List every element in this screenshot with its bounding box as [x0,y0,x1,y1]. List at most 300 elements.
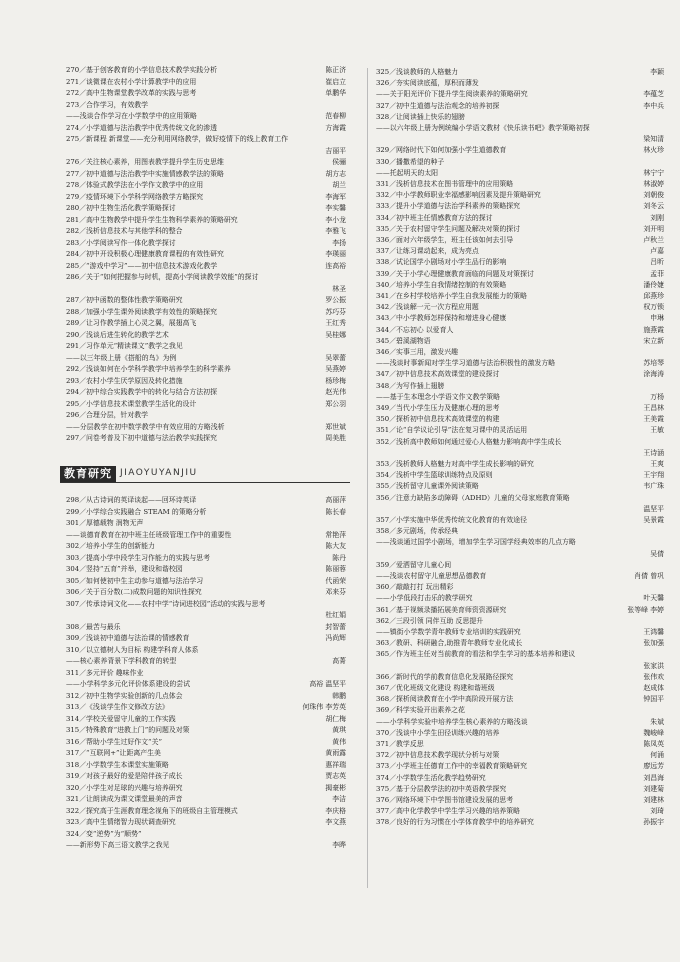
toc-entry-author: 朱斌 [650,717,664,726]
toc-entry-title: ——小学低段打击乐的教学研究 [376,594,473,603]
toc-entry-title: 359／爱洒留守儿童心间 [376,560,452,569]
toc-entry-author: 罗公振 [325,296,346,304]
toc-entry-title: 349／当代小学生压力及健康心理的思考 [376,404,500,412]
toc-entry [372,606,668,614]
toc-entry [62,772,358,780]
toc-entry [62,669,358,677]
toc-entry-title: 374／小学数学生活化教学趋势研究 [376,773,486,782]
toc-entry-title: 307／传承诗词文化——农村中学“诗词进校园”活动的实践与思考 [66,599,266,608]
section-header-pinyin: JIAOYUYANJIU [120,468,198,478]
toc-entry [62,542,358,550]
toc-entry-author: 胡仁梅 [325,714,346,723]
toc-entry-title: 280／初中生物生活化教学策略探讨 [66,204,176,212]
toc-entry-author: 吴倩 [650,549,664,558]
toc-entry-title: ——镇街小学数学青年教师专业培训的实践研究 [376,628,521,636]
toc-entry-author: 张伟欢 [643,672,664,681]
toc-entry-title: 295／小学信息技术课堂教学生活化的设计 [66,399,197,408]
toc-entry-title: ——核心素养背景下学科教育的转型 [66,657,177,665]
toc-entry [372,762,668,770]
toc-entry-title: 299／小学综合实践融合 STEAM 的策略分析 [66,507,207,516]
toc-entry [372,68,668,76]
toc-entry [372,617,668,625]
toc-entry-author: 陈大友 [325,542,346,550]
toc-entry-title: 325／浅谈教师的人格魅力 [376,68,459,76]
toc-entry-author: 魏峻峰 [643,728,664,737]
toc-entry-title: 292／浅谈如何在小学科学教学中培养学生的科学素养 [66,365,231,373]
toc-entry [62,703,358,711]
toc-entry-author: 王美霞 [643,415,664,424]
toc-entry-title: 366／新时代的学前教育信息化发展路径探究 [376,672,514,681]
toc-entry-title: 303／提高小学中段学生习作能力的实践与思考 [66,553,211,562]
toc-entry-author: 刘朝俊 [643,191,664,200]
toc-entry [372,146,668,154]
toc-entry-title: 327／初中生道德与法治观念的培养初探 [376,101,500,110]
toc-entry [372,527,668,535]
toc-entry [372,404,668,412]
toc-entry [372,337,668,345]
toc-entry-title: 302／培养小学生的创新能力 [66,542,155,550]
toc-entry-author: 李晔 [332,841,346,849]
toc-entry-author: 刘建林 [643,796,664,804]
section-header [60,466,350,482]
toc-entry-title: 277／初中道德与法治教学中实施情感教学法的策略 [66,169,224,178]
toc-entry-title: 288／加强小学生课外阅读教学有效性的策略探究 [66,307,217,316]
toc-entry [62,434,358,442]
toc-entry-author: 王诗涵 [643,448,664,457]
toc-entry-title: 319／对孩子最好的爱是陪伴孩子成长 [66,772,183,780]
toc-entry-author: 邱燕珍 [643,292,664,300]
toc-entry [62,124,358,132]
toc-entry [62,519,358,527]
toc-entry-author: 李扬 [332,238,346,247]
toc-entry [62,657,358,665]
toc-entry-author: 申琳 [650,314,664,323]
toc-entry [62,818,358,826]
toc-entry [372,695,668,703]
toc-entry [372,482,668,490]
toc-entry [62,411,358,419]
toc-entry-title: 376／网络环境下中学图书馆建设发展的思考 [376,796,514,804]
toc-entry [372,225,668,233]
toc-entry-author: 单鹏华 [325,89,346,97]
toc-entry-author: 吉丽平 [325,146,346,155]
toc-entry-title: 290／浅谈后进生转化的教学艺术 [66,330,169,339]
toc-entry-title: 356／注意力缺陷多动障碍（ADHD）儿童的父母家庭教育策略 [376,493,570,502]
toc-entry-title: 368／探析阅读教育在小学中高阶段开展方法 [376,695,514,704]
toc-entry-title: 328／让阅读插上快乐的翅膀 [376,112,465,121]
toc-entry [372,270,668,278]
toc-entry [62,354,358,362]
toc-entry-title: 279／疫情环境下小学科学网络教学方略探究 [66,192,204,201]
toc-entry-author: 黄伟 [332,737,346,746]
toc-entry-author: 刘冬云 [643,202,664,211]
toc-entry-author: 张家洪 [643,661,664,670]
toc-entry [372,79,668,87]
toc-entry-title: 321／让朗读成为课文课堂最美的声音 [66,795,183,803]
toc-entry-author: 李庆格 [325,806,346,815]
toc-entry [62,342,358,350]
toc-entry [372,673,668,681]
toc-entry-title: 363／教研、科研融合,助推青年教师专业化成长 [376,639,523,648]
toc-entry-title: 362／三段引领 同伴互助 反思提升 [376,616,484,625]
toc-entry [372,135,668,143]
toc-entry [62,158,358,166]
toc-entry-author: 卢秋兰 [643,236,664,244]
toc-entry [372,90,668,98]
toc-entry-author: 邓来芬 [325,588,346,596]
section-header-title: 教育研究 [60,466,116,482]
toc-entry-title: 378／良好的行为习惯在小学体育教学中的培养研究 [376,818,534,827]
toc-entry [372,169,668,177]
toc-entry-title: 333／提升小学道德与法治学科素养的策略探究 [376,202,521,211]
toc-entry-title: 346／实事三用，激发兴趣 [376,348,459,356]
toc-entry [62,239,358,247]
toc-entry [62,377,358,385]
toc-entry-author: 林宁宁 [643,168,664,177]
toc-entry [372,449,668,457]
toc-entry-title: 345／碧溪湖物语 [376,336,431,345]
toc-entry-title: ——小学科学多元化评价体系建设的尝试 [66,680,191,688]
toc-entry-author: 梁知清 [643,135,664,144]
toc-entry-author: 吴景霞 [643,516,664,524]
toc-entry [62,285,358,293]
toc-entry-author: 贾志英 [325,772,346,780]
toc-entry-author: 李文燕 [325,818,346,826]
toc-entry [372,494,668,502]
toc-entry-title: 301／厚德载物 润物无声 [66,519,144,527]
toc-entry [372,102,668,110]
toc-entry-author: 范春柳 [325,112,346,120]
toc-entry-title: ——浅谈合作学习在小学数学中的应用策略 [66,112,197,120]
toc-entry-title: ——浅谈农村留守儿童思想品德教育 [376,572,487,580]
toc-entry [372,718,668,726]
toc-entry-title: 293／农村小学生厌学原因及转化措施 [66,376,183,385]
toc-entry-author: 崔启立 [325,77,346,86]
toc-entry [62,738,358,746]
toc-entry-title: 310／以立德树人为目标 构建学科育人体系 [66,645,199,654]
toc-entry-author: 李实馨 [325,204,346,212]
toc-entry-author: 代函荣 [325,576,346,585]
toc-entry-author: 李瑛丽 [325,250,346,258]
toc-entry [372,796,668,804]
toc-entry-title: 340／培养小学生自我情绪控制的有效策略 [376,280,507,289]
toc-entry [372,516,668,524]
toc-entry-title: 375／基于分层教学法的初中英语教学探究 [376,784,507,793]
toc-entry [372,751,668,759]
toc-entry-title: ——分层教学在初中数学教学中有效应用的方略浅析 [66,422,225,431]
toc-entry [372,326,668,334]
toc-entry-title: ——新形势下高三语文教学之我见 [66,841,170,849]
toc-entry-title: ——关于阳光评价下提升学生阅读素养的策略研究 [376,90,528,99]
toc-entry [62,66,358,74]
toc-entry-title: 360／敲敲打打 玩出精彩 [376,583,454,592]
toc-entry-title: 371／教学反思 [376,740,424,748]
toc-entry-title: 275／新课程 新课堂——充分利用网络教学，做好疫情下的线上教育工作 [66,135,289,143]
toc-entry-author: 叶天馨 [643,594,664,603]
toc-entry-title: 270／基于创客教育的小学信息技术教学实践分析 [66,66,217,74]
toc-entry-title: 324／变“逆势”为“顺势” [66,829,142,838]
toc-entry [372,807,668,815]
toc-entry [372,158,668,166]
toc-entry-author: 陈凤英 [643,740,664,748]
toc-entry-title: 365／作为班主任对当前教育的看法和学生学习的基本培养和建议 [376,650,576,659]
toc-entry-author: 黄雨露 [325,749,346,757]
toc-entry-author: 韦广珠 [643,482,664,491]
toc-entry-author: 王敏 [650,426,664,435]
toc-entry-title: 355／浅析留守儿童课外阅读策略 [376,482,479,491]
toc-entry-author: 陈丽蓉 [325,565,346,573]
toc-entry-title: 283／小学阅读写作一体化教学探讨 [66,238,176,247]
toc-entry [62,807,358,815]
toc-entry [62,692,358,700]
toc-entry-author: 陈丹 [332,553,346,562]
toc-entry [62,89,358,97]
toc-entry-title: 272／高中生物课堂教学改革的实践与思考 [66,89,197,97]
toc-entry-author: 涂海涛 [643,370,664,379]
toc-entry-author: 权万锁 [643,303,664,312]
toc-entry-title: 314／学校关爱留守儿童的工作实践 [66,714,176,723]
toc-entry-title: 308／最苦与最乐 [66,622,121,631]
toc-entry [372,191,668,199]
toc-entry-title: ——以六年级上册为例统编小学语文教材《快乐读书吧》教学策略初探 [376,124,590,132]
toc-entry-author: 潘伶婕 [643,280,664,289]
toc-entry [62,830,358,838]
toc-entry-title: 372／初中信息技术教学现状分析与对策 [376,751,500,760]
toc-entry [372,594,668,602]
toc-entry [62,135,358,143]
toc-entry-title: 332／中小学教师职业幸福感影响因素及提升策略研究 [376,191,541,200]
toc-entry [62,784,358,792]
toc-entry-title: 358／多元剧场，传承经典 [376,527,459,536]
toc-entry-author: 王昌林 [643,404,664,412]
toc-entry-title: 315／特殊教育“进教上门”的问题及对策 [66,726,190,734]
toc-entry-author: 王宇翔 [643,471,664,480]
toc-entry-title: 335／关于农村留守学生问题及解决对策的探讨 [376,224,521,233]
toc-entry [372,740,668,748]
toc-entry-title: 287／初中函数的整体性教学策略研究 [66,296,183,304]
toc-entry [372,415,668,423]
toc-entry-author: 苏培琴 [643,359,664,368]
toc-entry-title: 331／浅析信息技术在图书管理中的应用策略 [376,180,514,188]
toc-entry-title: 350／探析初中信息技术高效课堂的构建 [376,415,500,424]
toc-entry-title: 370／浅谈中小学生田径训练兴趣的培养 [376,728,500,737]
toc-entry-author: 李小龙 [325,215,346,224]
toc-entry [62,577,358,585]
toc-entry-author: 韩鹏 [332,691,346,700]
toc-entry-title: 373／小学班主任德育工作中的幸福教育策略研究 [376,762,527,771]
toc-entry [62,680,358,688]
toc-entry-author: 李颖 [650,68,664,76]
toc-entry-author: 廖远芳 [643,762,664,771]
toc-entry [62,112,358,120]
toc-entry [62,531,358,539]
toc-entry-title: ——浅谈时事新闻对学生学习道德与法治积极性的激发方略 [376,359,556,368]
toc-entry-author: 林淑婷 [643,180,664,188]
toc-entry-author: 胡方志 [325,169,346,178]
toc-entry-author: 黄琪 [332,726,346,734]
toc-entry [62,761,358,769]
toc-entry-title: 347／初中信息技术高效课堂的建设探讨 [376,370,500,379]
toc-entry [62,365,358,373]
toc-entry-title: 273／合作学习，有效教学 [66,100,149,109]
toc-entry-author: 张等峰 李婷 [627,605,664,614]
toc-entry-author: 刘刚 [650,213,664,222]
toc-entry-title: 338／试论国学小剧场对小学生品行的影响 [376,258,507,267]
toc-entry [62,216,358,224]
toc-entry-author: 王鸿馨 [643,628,664,636]
toc-entry-title: 284／初中开设积极心理健康教育课程的有效性研究 [66,250,224,258]
toc-entry-title: 278／体验式教学法在小学作文教学中的应用 [66,181,204,189]
toc-entry-title: 341／在乡村学校培养小学生自我发展能力的策略 [376,292,527,300]
toc-entry [372,561,668,569]
toc-entry [62,588,358,596]
toc-entry-author: 杨珍梅 [325,376,346,385]
toc-entry [372,662,668,670]
toc-entry-title: ——基于生本理念小学语文作文教学策略 [376,392,501,401]
toc-entry-author: 刘昌海 [643,773,664,782]
toc-entry [372,505,668,513]
toc-entry [62,181,358,189]
toc-entry-title: 342／浅谈解一元一次方程应用题 [376,303,479,312]
toc-entry-author: 胡兰 [332,181,346,189]
toc-entry-author: 高裕 温坚平 [309,680,346,688]
toc-entry [62,170,358,178]
toc-entry [62,565,358,573]
toc-entry-title: 311／多元评价 趣味作业 [66,668,144,677]
toc-entry [372,348,668,356]
toc-entry-author: 吴桂娜 [325,330,346,339]
toc-entry [372,292,668,300]
toc-entry-title: ——以三年级上册《搭船的鸟》为例 [66,353,177,362]
toc-entry-author: 连高裕 [325,261,346,270]
toc-entry-title: 334／初中班主任情感教育方法的探讨 [376,213,493,222]
toc-entry-author: 吕昕 [650,258,664,267]
toc-entry [372,550,668,558]
toc-entry-author: 刘琦 [650,807,664,816]
toc-entry [62,331,358,339]
toc-entry [62,841,358,849]
toc-entry [372,236,668,244]
toc-entry-title: 344／不忘初心 以爱育人 [376,325,454,334]
toc-entry-author: 孟菲 [650,269,664,278]
toc-entry [372,774,668,782]
toc-entry [372,639,668,647]
toc-entry [372,214,668,222]
toc-entry [62,749,358,757]
toc-entry [62,634,358,642]
toc-entry-title: 353／浅析教师人格魅力对高中学生成长影响的研究 [376,460,534,468]
toc-entry-author: 惠祥瑞 [325,760,346,769]
toc-entry [62,623,358,631]
toc-entry-title: 323／高中生情绪智力现状调查研究 [66,818,176,826]
toc-entry-title: 274／小学道德与法治教学中优秀传统文化的渗透 [66,123,217,132]
toc-entry-title: 352／浅析高中教师如何通过爱心人格魅力影响高中学生成长 [376,437,562,446]
toc-entry-author: 吴翠蕾 [325,353,346,362]
toc-entry [372,124,668,132]
toc-entry [62,400,358,408]
toc-entry [62,147,358,155]
toc-entry-author: 张加强 [643,639,664,648]
toc-entry-title: 289／让习作教学插上心灵之翼，展翅高飞 [66,319,197,327]
toc-entry [62,554,358,562]
toc-entry-author: 温坚平 [643,504,664,513]
toc-entry [372,180,668,188]
toc-entry-author: 王红秀 [325,319,346,327]
toc-entry-title: 351／论“自学议论引导”法在复习课中的灵活运用 [376,426,528,435]
toc-entry [372,393,668,401]
toc-entry [62,296,358,304]
toc-entry-title: ——小学科学实验中培养学生核心素养的方略浅谈 [376,717,528,726]
toc-entry-author: 刘建菊 [643,784,664,793]
toc-entry-author: 陈正济 [325,66,346,74]
toc-entry-title: 309／浅谈初中道德与法治课的情感教育 [66,634,190,642]
toc-entry-author: 李洁 [332,795,346,803]
toc-entry-author: 王爽 [650,460,664,468]
toc-entry-title: 320／小学生对足球的兴趣与培养研究 [66,783,183,792]
toc-entry-title: 298／从古诗词的英译谈起——回环诗英译 [66,496,197,504]
toc-entry-author: 冯尚辉 [325,634,346,642]
toc-entry-title: 271／谈微课在农村小学计算教学中的应用 [66,77,197,86]
toc-entry [62,646,358,654]
toc-entry [372,281,668,289]
toc-entry-author: 何涌 [650,751,664,760]
toc-entry-title: 326／夯实阅读底蕴，厚积而薄发 [376,79,479,88]
toc-entry [372,314,668,322]
toc-entry-author: 李雅飞 [325,227,346,235]
toc-entry [62,250,358,258]
toc-entry [372,785,668,793]
toc-entry-author: 李中兵 [643,101,664,110]
toc-entry-author: 郑世斌 [325,422,346,431]
toc-entry-author: 李海军 [325,192,346,201]
toc-entry-author: 赵光伟 [325,388,346,396]
toc-entry [62,726,358,734]
column-divider [367,68,368,888]
toc-entry-title: 339／关于小学心理健康教育面临的问题及对策探讨 [376,269,534,278]
toc-entry [372,650,668,658]
toc-entry-author: 郑公羽 [325,399,346,408]
toc-entry-title: 330／播撒希望的种子 [376,157,445,166]
toc-entry-author: 孙振宇 [643,818,664,827]
toc-entry [372,202,668,210]
toc-entry [372,247,668,255]
toc-entry-author: 揭豪彬 [325,783,346,792]
toc-entry [62,795,358,803]
toc-entry-title: 369／科学实验开出素养之花 [376,706,465,715]
toc-entry [62,508,358,516]
toc-entry-author: 宋立新 [643,336,664,345]
toc-entry [372,426,668,434]
toc-entry-title: 313／《浅谈学生作文修改方法》 [66,703,169,711]
toc-entry [372,471,668,479]
toc-entry-author: 杜红娟 [325,611,346,619]
toc-entry-author: 侯骊 [332,158,346,166]
toc-entry-title: 285／“游戏中学习”——初中信息技术游戏化教学 [66,261,218,270]
toc-entry [62,204,358,212]
toc-entry [62,308,358,316]
toc-entry-title: 322／探究高于生涯教育理念视角下的班级自主管理模式 [66,806,238,815]
toc-entry [62,715,358,723]
toc-entry [62,496,358,504]
toc-entry [372,438,668,446]
toc-entry-author: 施燕霞 [643,325,664,334]
toc-entry-author: 何珠伟 李芳英 [302,703,346,711]
toc-entry-title: 377／高中化学教学中学生学习兴趣的培养策略 [376,807,521,816]
toc-entry-title: 294／初中综合实践教学中的转化与结合方法初探 [66,388,217,396]
toc-entry [62,423,358,431]
toc-entry-title: 282／浅析信息技术与其他学科的整合 [66,227,183,235]
toc-entry-author: 封智蕾 [325,622,346,631]
